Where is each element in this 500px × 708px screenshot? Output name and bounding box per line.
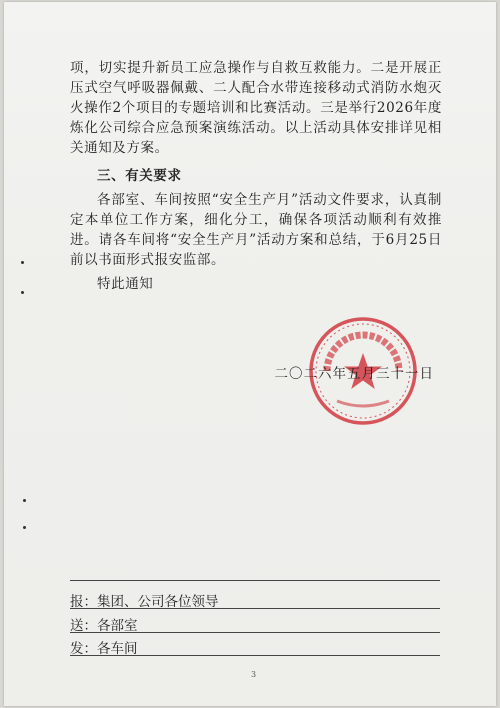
margin-speck xyxy=(23,526,26,529)
distribution-bottom-rule xyxy=(70,655,440,656)
paragraph-activities: 项，切实提升新员工应急操作与自救互救能力。二是开展正压式空气呼吸器佩戴、二人配合水带连接移动式消防水炮灭火操作2个项目的专题培训和比赛活动。三是举行2026年度炼化公司综合应急预案演练活动。以上活动具体安排详见相关通知及方案。 xyxy=(70,60,442,156)
margin-speck xyxy=(23,499,26,502)
distribution-send: 送：各部室 xyxy=(70,618,138,634)
closing-phrase: 特此通知 xyxy=(97,276,154,292)
section-heading-requirements: 三、有关要求 xyxy=(97,168,182,184)
distribution-issue: 发：各车间 xyxy=(70,641,138,657)
document-page xyxy=(4,2,496,706)
issue-date: 二〇二六年五月三十一日 xyxy=(274,366,434,382)
page-number: 3 xyxy=(251,670,257,679)
distribution-report: 报：集团、公司各位领导 xyxy=(70,594,219,610)
distribution-rule xyxy=(70,632,440,633)
margin-speck xyxy=(21,261,24,264)
paragraph-requirements: 各部室、车间按照“安全生产月”活动文件要求，认真制定本单位工作方案，细化分工，确保各项活动顺利有效推进。请各车间将“安全生产月”活动方案和总结，于6月25日前以书面形式报安监部。 xyxy=(70,192,442,268)
margin-speck xyxy=(21,291,24,294)
distribution-top-rule xyxy=(70,580,440,581)
distribution-rule xyxy=(70,608,440,609)
document-body xyxy=(70,58,442,294)
